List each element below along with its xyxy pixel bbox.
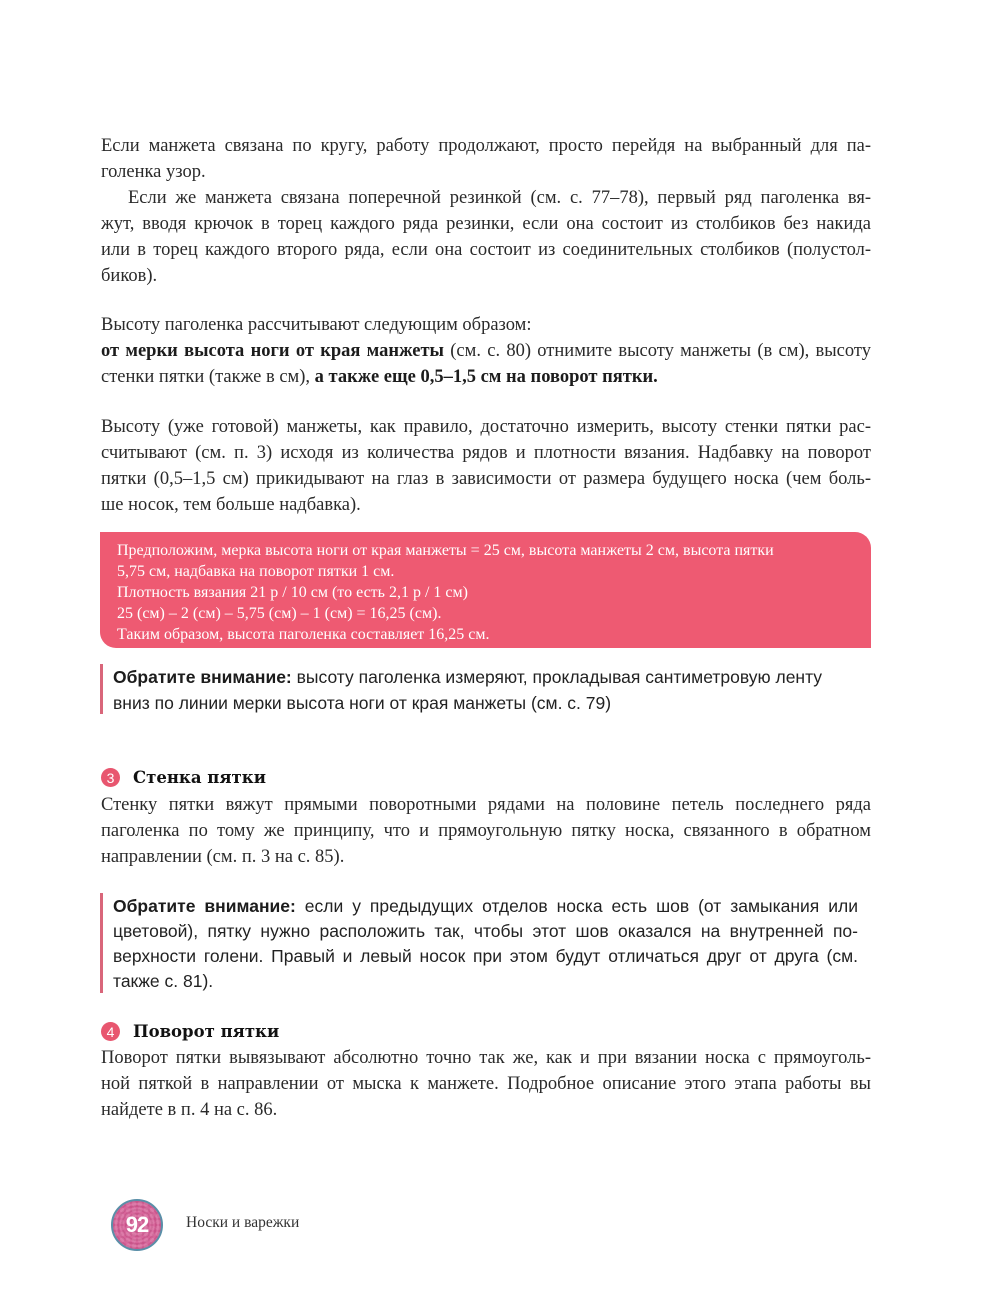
intro-line-2: голенка узор. bbox=[101, 162, 206, 182]
section3-line-2: паголенка по тому же принципу, что и прямоугольную пятку носка, связанного в обратном bbox=[101, 821, 871, 841]
section-4-title: Поворот пятки bbox=[133, 1022, 280, 1041]
note1-label: Обратите внимание: bbox=[113, 667, 292, 687]
section4-line-2: ной пяткой в направлении от мыска к манжете. Подробное описание этого этапа работы вы bbox=[101, 1074, 871, 1094]
note2-line-1 bbox=[113, 893, 858, 919]
page-number-badge bbox=[111, 1199, 163, 1251]
intro-line-3: Если же манжета связана поперечной резинкой (см. с. 77–78), первый ряд паголенка вя- bbox=[128, 188, 871, 208]
example-line-5: Таким образом, высота паголенка составляет 16,25 см. bbox=[117, 626, 490, 643]
intro-line-5: или в торец каждого второго ряда, если она состоит из соединительных столбиков (полустол- bbox=[101, 240, 871, 260]
note2-line-2: цветовой), пятку нужно расположить так, чтобы этот шов оказался на внутренней по- bbox=[113, 921, 858, 941]
formula-subtract: (см. с. 80) отнимите высоту манжеты (в см), высоту bbox=[443, 341, 871, 361]
section-number-badge: 4 bbox=[101, 1022, 120, 1041]
running-footer-title: Носки и варежки bbox=[186, 1214, 300, 1231]
formula-measure-bold: высота ноги от края манжеты bbox=[184, 341, 444, 361]
note-attention-1 bbox=[100, 664, 873, 714]
note2-label: Обратите внимание: bbox=[113, 896, 296, 916]
measure-line-1: Высоту (уже готовой) манжеты, как правило, достаточно измерить, высоту стенки пятки рас- bbox=[101, 417, 871, 437]
section-number-badge: 3 bbox=[101, 768, 120, 787]
example-line-4: 25 (см) – 2 (см) – 5,75 (см) – 1 (см) = 16,25 (см). bbox=[117, 605, 442, 622]
note1-line-2: вниз по линии мерки высота ноги от края манжеты (см. с. 79) bbox=[113, 693, 612, 713]
formula-intro-line-3 bbox=[101, 364, 658, 390]
note2-text: если у предыдущих отделов носка есть шов (от замыкания или bbox=[295, 896, 858, 916]
formula-heel-turn-bold: а также еще 0,5–1,5 см на поворот пятки. bbox=[314, 367, 658, 387]
example-line-3: Плотность вязания 21 р / 10 см (то есть 2,1 р / 1 см) bbox=[117, 584, 468, 601]
measure-line-4: ше носок, тем больше надбавка). bbox=[101, 495, 361, 515]
note2-line-4: также с. 81). bbox=[113, 971, 214, 991]
measure-line-2: считывают (см. п. 3) исходя из количества рядов и плотности вязания. Надбавку на поворот bbox=[101, 443, 871, 463]
section-3-title: Стенка пятки bbox=[133, 768, 266, 787]
intro-line-4: жут, вводя крючок в торец каждого ряда резинки, если она состоит из столбиков без накида bbox=[101, 214, 871, 234]
formula-heel-wall: стенки пятки (также в см), bbox=[101, 367, 315, 387]
note2-line-3: верхности голени. Правый и левый носок при этом будут отличаться друг от друга (см. bbox=[113, 946, 858, 966]
section4-line-1: Поворот пятки вывязывают абсолютно точно так же, как и при вязании носка с прямоуголь- bbox=[101, 1048, 871, 1068]
section-4-heading bbox=[101, 1022, 279, 1041]
section4-line-3: найдете в п. 4 на с. 86. bbox=[101, 1100, 278, 1120]
example-line-2: 5,75 см, надбавка на поворот пятки 1 см. bbox=[117, 563, 395, 580]
example-line-1: Предположим, мерка высота ноги от края манжеты = 25 см, высота манжеты 2 см, высота пятки bbox=[117, 542, 774, 559]
note1-line-1 bbox=[113, 664, 822, 690]
intro-line-6: биков). bbox=[101, 266, 158, 286]
section-3-heading bbox=[101, 768, 266, 787]
section3-line-1: Стенку пятки вяжут прямыми поворотными рядами на половине петель последнего ряда bbox=[101, 795, 871, 815]
measure-line-3: пятки (0,5–1,5 см) прикидывают на глаз в зависимости от размера будущего носка (чем боль- bbox=[101, 469, 871, 489]
note-attention-2 bbox=[100, 893, 873, 993]
note1-text: высоту паголенка измеряют, прокладывая сантиметровую ленту bbox=[291, 667, 823, 687]
formula-from: от мерки bbox=[101, 341, 185, 361]
section3-line-3: направлении (см. п. 3 на с. 85). bbox=[101, 847, 345, 867]
example-callout-box bbox=[100, 532, 871, 648]
page-number: 92 bbox=[125, 1212, 149, 1237]
formula-intro-line-2 bbox=[101, 338, 871, 364]
formula-intro-line-1: Высоту паголенка рассчитывают следующим образом: bbox=[101, 315, 532, 335]
intro-line-1: Если манжета связана по кругу, работу продолжают, просто перейдя на выбранный для па- bbox=[101, 136, 871, 156]
